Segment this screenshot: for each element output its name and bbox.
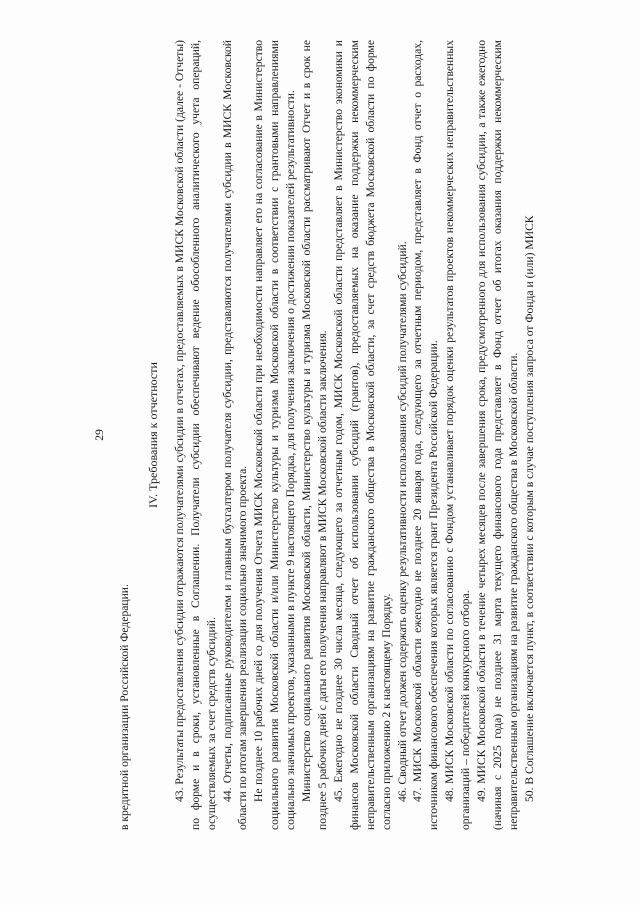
paragraph-47: 47. МИСК Московской области ежегодно не позднее 20 января года, следующего за отчетным периодом, представляет в Фонд отчет о расходах, источником финансового обеспечения которых является грант Президента Российской Федерации. (411, 40, 441, 830)
paragraph-43: 43. Результаты предоставления субсидии отражаются получателями субсидии в отчетах, предоставляемых в МИСК Московской области (далее - Отчеты) по форме и в сроки, установленные в Соглашении. Получатели субсидии обеспечивают ведение обособленного аналитического учета операций, осуществляемых за счет средств субсидий. (172, 40, 218, 830)
page-number: 29 (93, 429, 106, 441)
rotated-text-block (92, 40, 612, 830)
continuation-line: в кредитной организации Российской Федерации. (118, 584, 131, 830)
paragraph-45: 45. Ежегодно не позднее 30 числа месяца, следующего за отчетным годом, МИСК Московской области представляет в Министерство экономики и финансов Московской области Сводный отчет об использовании субсидий (грантов), предоставляемых на оказание поддержки некоммерческим неправительственным организациям на развитие гражданского общества в Московской области, за счет средств бюджета Московской области по форме согласно приложению 2 к настоящему Порядку. (331, 40, 393, 830)
paragraph-50: 50. В Соглашение включается пункт, в соответствии с которым в случае поступления запроса от Фонда и (или) МИСК (522, 215, 536, 802)
paragraph-48: 48. МИСК Московской области по согласованию с Фондом устанавливает порядок оценки результатов проектов некоммерческих неправительственных организаций – победителей конкурсного отбора. (443, 40, 473, 830)
paragraph-49: 49. МИСК Московской области в течение четырех месяцев после завершения срока, предусмотренного для использования субсидии, а также ежегодно (начиная с 2025 года) не позднее 31 марта текущего финансового года представляет в Фонд отчет об итогах оказания поддержки некоммерческим неправительственным организациям на развитие гражданского общества в Московской области. (475, 40, 520, 830)
paragraph-44: 44. Отчеты, подписанные руководителем и главным бухгалтером получателя субсидии, представляются получателями субсидии в МИСК Московской области по итогам завершения реализации социально значимого проекта. (220, 40, 250, 830)
paragraph-46: 46. Сводный отчет должен содержать оценку результативности использования субсидий получателями субсидий. (395, 241, 409, 802)
paragraph-44-ministries: Министерство социального развития Московской области, Министерство культуры и туризма Московской области рассматривают Отчет и в срок не позднее 5 рабочих дней с даты его получения направляют в МИСК Московской области заключения. (300, 40, 329, 830)
paragraph-44-review: Не позднее 10 рабочих дней со дня получения Отчета МИСК Московской области при необходимости направляет его на согласование в Министерство социального развития Московской области и/или Министерство культуры и туризма Московской области в соответствии с грантовыми направлениями социально значимых проектов, указанными в пункте 9 настоящего Порядка, для получения заключения о достижении показателей результативности. (252, 40, 298, 830)
section-heading: IV. Требования к отчетности (145, 362, 160, 508)
